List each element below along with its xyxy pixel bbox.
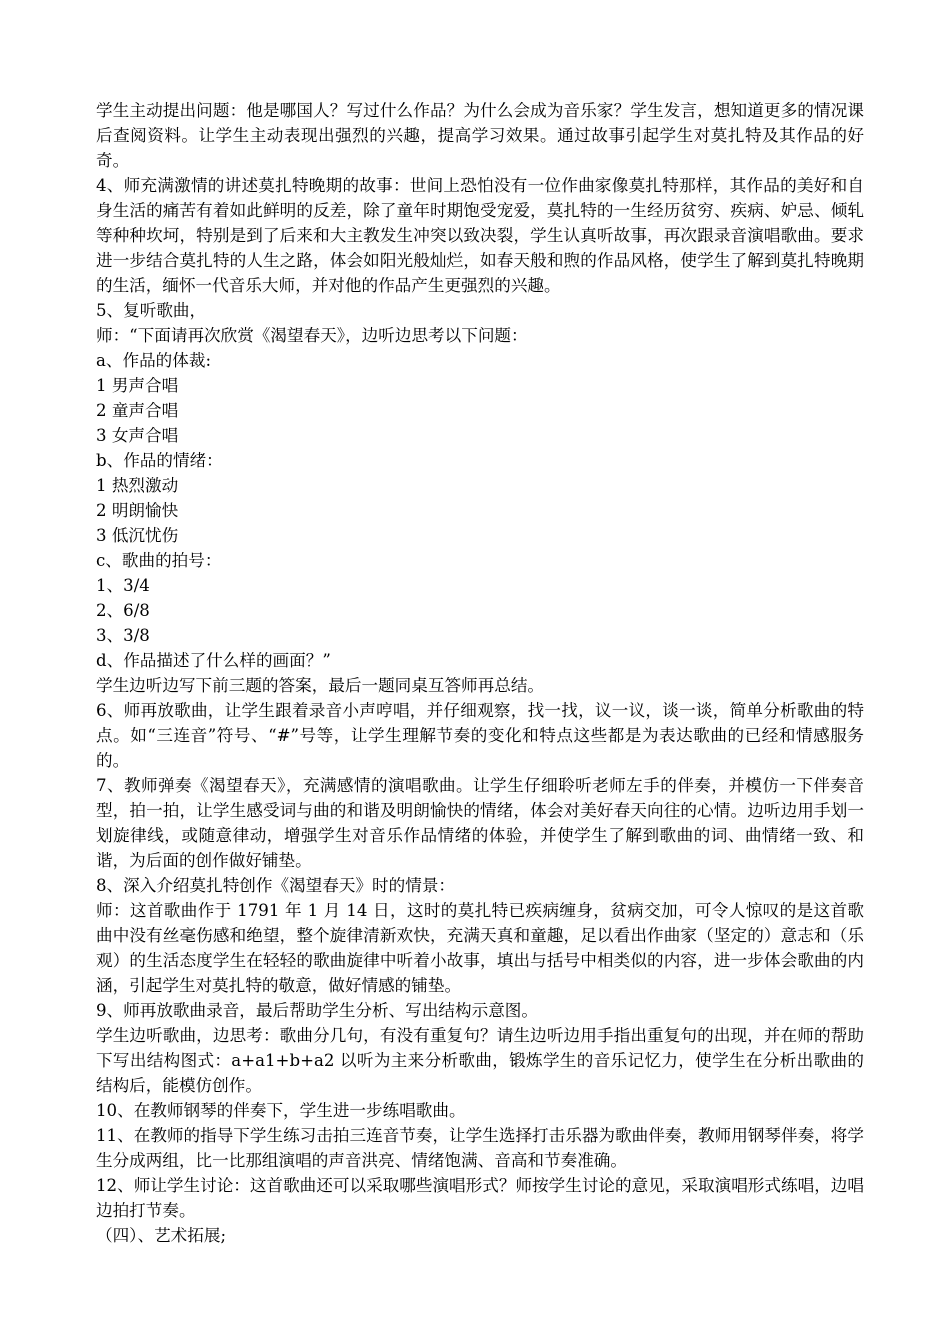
question-b-option-1: 1 热烈激动 (96, 476, 179, 495)
step-11-paragraph: 11、在教师的指导下学生练习击拍三连音节奏，让学生选择打击乐器为歌曲伴奏，教师用钢琴伴奏，将学生分成两组，比一比那组演唱的声音洪亮、情绪饱满、音高和节奏准确。 (96, 1126, 864, 1170)
step-4-paragraph: 4、师充满激情的讲述莫扎特晚期的故事：世间上恐怕没有一位作曲家像莫扎特那样，其作品的美好和自身生活的痛苦有着如此鲜明的反差，除了童年时期饱受宠爱，莫扎特的一生经历贫穷、疾病、妒忌、倾轧等种种坎坷，特别是到了后来和大主教发生冲突以致决裂，学生认真听故事，再次跟录音演唱歌曲。要求进一步结合莫扎特的人生之路，体会如阳光般灿烂，如春天般和煦的作品风格，使学生了解到莫扎特晚期的生活，缅怀一代音乐大师，并对他的作品产生更强烈的兴趣。 (96, 176, 864, 295)
question-c-option-2: 2、6/8 (96, 601, 150, 620)
section-four-heading: （四）、艺术拓展; (96, 1226, 227, 1245)
question-a-option-3: 3 女声合唱 (96, 426, 179, 445)
step-8-heading: 8、深入介绍莫扎特创作《渴望春天》时的情景： (96, 876, 456, 895)
question-c-option-1: 1、3/4 (96, 576, 150, 595)
step-6-paragraph: 6、师再放歌曲，让学生跟着录音小声哼唱，并仔细观察，找一找，议一议，谈一谈，简单分析歌曲的特点。如“三连音”符号、“#”号等，让学生理解节奏的变化和特点这些都是为表达歌曲的已经和情感服务的。 (96, 701, 864, 770)
question-d: d、作品描述了什么样的画面？” (96, 651, 331, 670)
student-answer-note: 学生边听边写下前三题的答案，最后一题同桌互答师再总结。 (96, 676, 545, 695)
step-8-paragraph: 师：这首歌曲作于 1791 年 1 月 14 日，这时的莫扎特已疾病缠身，贫病交加，可令人惊叹的是这首歌曲中没有丝毫伤感和绝望，整个旋律清新欢快，充满天真和童趣，足以看出作曲家（坚定的）意志和（乐观）的生活态度学生在轻轻的歌曲旋律中听着小故事，填出与括号中相类似的内容，进一步体会歌曲的内涵，引起学生对莫扎特的敬意，做好情感的铺垫。 (96, 901, 864, 995)
step-9-heading: 9、师再放歌曲录音，最后帮助学生分析、写出结构示意图。 (96, 1001, 538, 1020)
question-b-option-2: 2 明朗愉快 (96, 501, 179, 520)
document-page (96, 98, 864, 1248)
intro-paragraph: 学生主动提出问题：他是哪国人？写过什么作品？为什么会成为音乐家？学生发言，想知道更多的情况课后查阅资料。让学生主动表现出强烈的兴趣，提高学习效果。通过故事引起学生对莫扎特及其作品的好奇。 (96, 101, 864, 170)
question-c: c、歌曲的拍号： (96, 551, 222, 570)
step-12-paragraph: 12、师让学生讨论：这首歌曲还可以采取哪些演唱形式？师按学生讨论的意见，采取演唱形式练唱，边唱边拍打节奏。 (96, 1176, 864, 1220)
step-7-paragraph: 7、教师弹奏《渴望春天》，充满感情的演唱歌曲。让学生仔细聆听老师左手的伴奏，并模仿一下伴奏音型，拍一拍，让学生感受词与曲的和谐及明朗愉快的情绪，体会对美好春天向往的心情。边听边用手划一划旋律线，或随意律动，增强学生对音乐作品情绪的体验，并使学生了解到歌曲的词、曲情绪一致、和谐，为后面的创作做好铺垫。 (96, 776, 864, 870)
question-a: a、作品的体裁: (96, 351, 212, 370)
step-9-paragraph: 学生边听歌曲，边思考：歌曲分几句，有没有重复句？请生边听边用手指出重复句的出现，并在师的帮助下写出结构图式：a+a1+b+a2 以听为主来分析歌曲，锻炼学生的音乐记忆力，使学生在分析出歌曲的结构后，能模仿创作。 (96, 1026, 864, 1095)
question-b-option-3: 3 低沉忧伤 (96, 526, 179, 545)
teacher-question-intro: 师：“下面请再次欣赏《渴望春天》，边听边思考以下问题： (96, 326, 528, 345)
question-a-option-1: 1 男声合唱 (96, 376, 179, 395)
question-a-option-2: 2 童声合唱 (96, 401, 179, 420)
question-b: b、作品的情绪： (96, 451, 223, 470)
step-5-heading: 5、复听歌曲， (96, 301, 207, 320)
step-10-paragraph: 10、在教师钢琴的伴奏下，学生进一步练唱歌曲。 (96, 1101, 466, 1120)
question-c-option-3: 3、3/8 (96, 626, 150, 645)
